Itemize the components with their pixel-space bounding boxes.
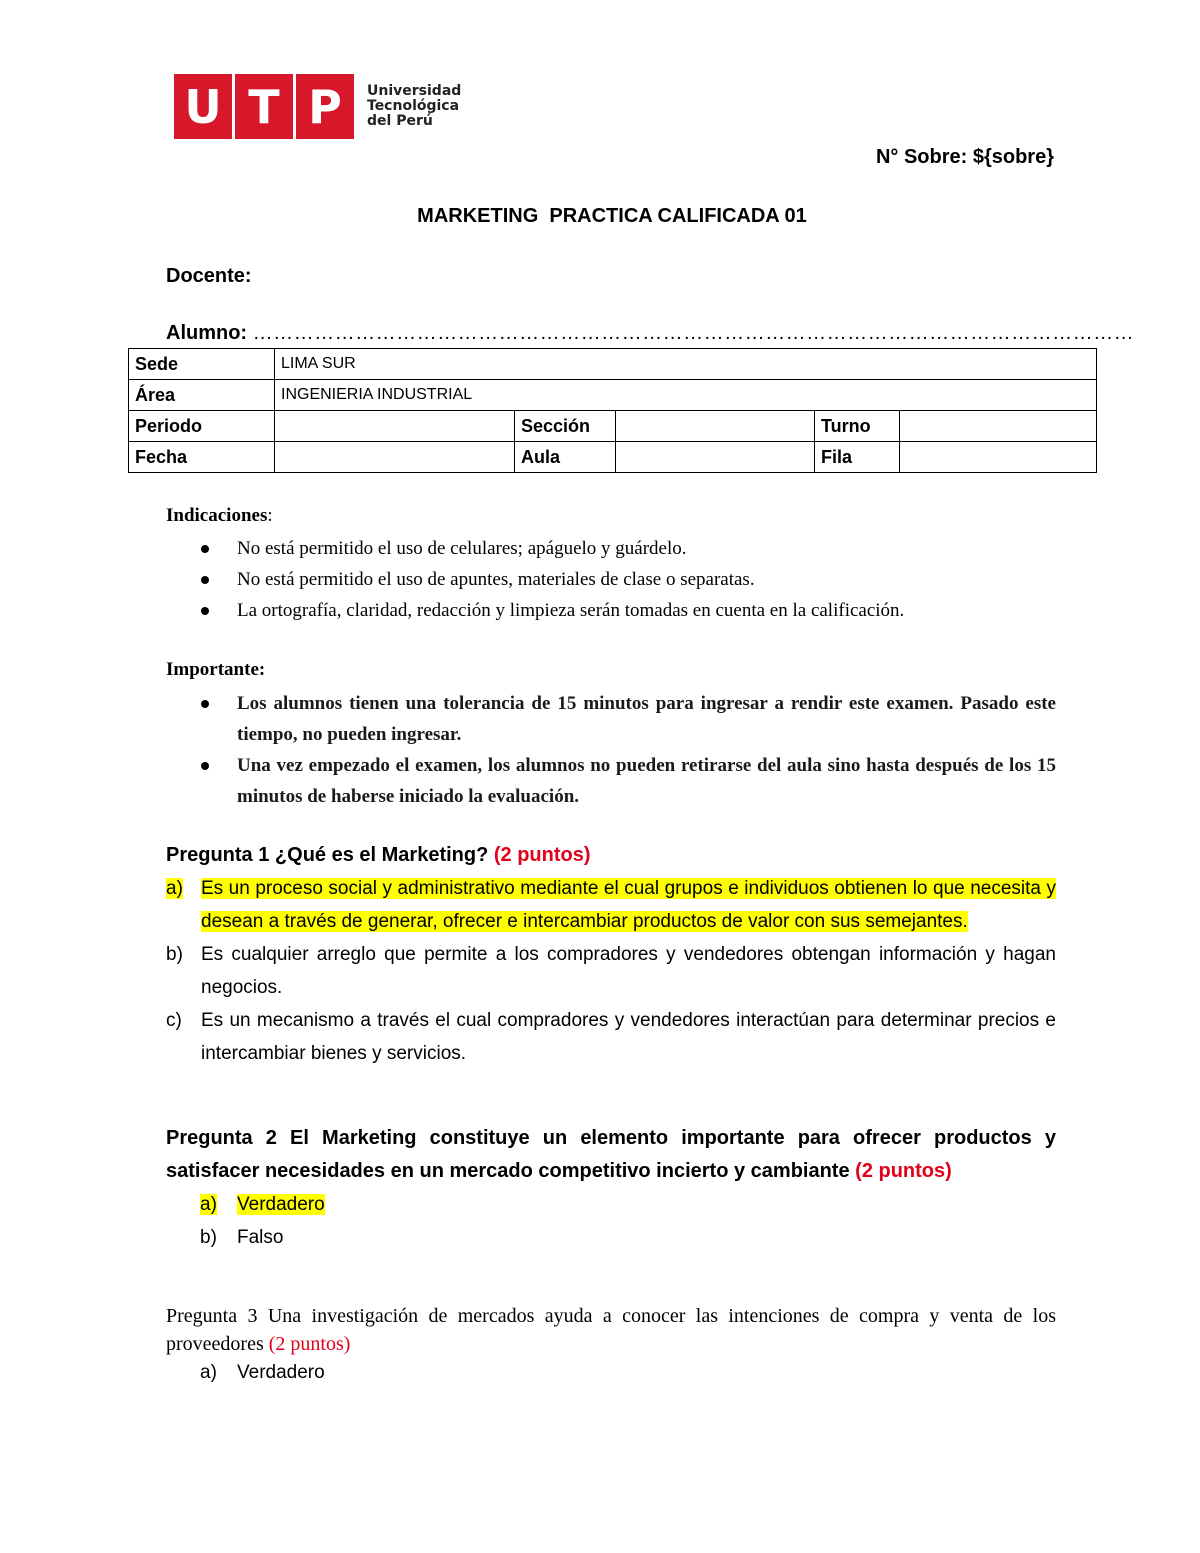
alumno-label: Alumno:: [166, 322, 248, 344]
option-letter: c): [166, 1010, 182, 1031]
table-row: [129, 349, 1097, 380]
option-b[interactable]: [200, 1221, 500, 1254]
logo-line-3: del Perú: [367, 113, 433, 129]
option-letter: a): [166, 878, 183, 899]
option-letter: a): [200, 1362, 217, 1383]
alumno-line: [166, 322, 1134, 345]
importante-heading: Importante:: [166, 659, 266, 680]
question-1-text: Pregunta 1 ¿Qué es el Marketing?: [166, 844, 489, 866]
question-2-heading: [166, 1122, 1056, 1188]
indicaciones-list: [200, 533, 1056, 626]
question-2-points: (2 puntos): [855, 1160, 952, 1182]
periodo-label: Periodo: [129, 411, 275, 442]
aula-label: Aula: [515, 442, 616, 473]
option-a[interactable]: [200, 1188, 500, 1221]
area-value: INGENIERIA INDUSTRIAL: [275, 380, 1097, 411]
table-row: [129, 442, 1097, 473]
fecha-value[interactable]: [275, 442, 515, 473]
logo-letter-u: U: [174, 74, 232, 139]
question-2-options: [200, 1188, 500, 1254]
aula-value[interactable]: [616, 442, 815, 473]
logo-line-2: Tecnológica: [367, 98, 460, 114]
indicaciones-heading: [166, 505, 273, 527]
option-text: Falso: [237, 1227, 284, 1248]
option-b[interactable]: [166, 938, 1056, 1004]
logo-line-1: Universidad: [367, 83, 462, 99]
question-3-options: [200, 1356, 500, 1389]
question-3-points: (2 puntos): [268, 1333, 351, 1355]
list-item: La ortografía, claridad, redacción y limpieza serán tomadas en cuenta en la calificación.: [200, 595, 1056, 626]
option-letter: b): [200, 1227, 217, 1248]
question-2-text: Pregunta 2 El Marketing constituye un elemento importante para ofrecer productos y satisfacer necesidades en un mercado competitivo incierto y cambiante: [166, 1127, 1056, 1182]
fecha-label: Fecha: [129, 442, 275, 473]
importante-list: [200, 688, 1056, 812]
table-row: [129, 411, 1097, 442]
logo-letter-p: P: [296, 74, 354, 139]
question-1-points: (2 puntos): [493, 844, 591, 866]
indicaciones-title: Indicaciones: [166, 505, 268, 526]
question-3-text: Pregunta 3 Una investigación de mercados ayuda a conocer las intenciones de compra y venta de los proveedores: [166, 1305, 1056, 1355]
list-item: No está permitido el uso de apuntes, materiales de clase o separatas.: [200, 564, 1056, 595]
fila-label: Fila: [815, 442, 900, 473]
option-a[interactable]: [200, 1356, 500, 1389]
alumno-dots: …………………………………………………………………………………………………………………: [252, 322, 1135, 344]
option-text: Es cualquier arreglo que permite a los compradores y vendedores obtengan información y hagan negocios.: [201, 944, 1056, 998]
fila-value[interactable]: [900, 442, 1097, 473]
table-row: [129, 380, 1097, 411]
option-c[interactable]: [166, 1004, 1056, 1070]
turno-label: Turno: [815, 411, 900, 442]
indicaciones-colon: :: [267, 505, 273, 526]
question-1-options: [166, 872, 1056, 1070]
option-text: Es un proceso social y administrativo mediante el cual grupos e individuos obtienen lo que necesita y desean a través de generar, ofrecer e intercambiar productos de valor con sus semejantes.: [201, 878, 1056, 932]
periodo-value[interactable]: [275, 411, 515, 442]
sobre-number: N° Sobre: ${sobre}: [875, 146, 1054, 168]
seccion-label: Sección: [515, 411, 616, 442]
turno-value[interactable]: [900, 411, 1097, 442]
logo-letter-t: T: [235, 74, 293, 139]
area-label: Área: [129, 380, 275, 411]
option-text: Es un mecanismo a través el cual compradores y vendedores interactúan para determinar precios e intercambiar bienes y servicios.: [201, 1010, 1056, 1064]
sede-value: LIMA SUR: [275, 349, 1097, 380]
list-item: No está permitido el uso de celulares; apáguelo y guárdelo.: [200, 533, 1056, 564]
option-text: Verdadero: [237, 1194, 325, 1215]
sede-label: Sede: [129, 349, 275, 380]
page-title: MARKETING PRACTICA CALIFICADA 01: [417, 205, 807, 227]
utp-logo: [174, 74, 461, 139]
logo-wordmark: [367, 84, 461, 129]
list-item: Los alumnos tienen una tolerancia de 15 minutos para ingresar a rendir este examen. Pasado este tiempo, no pueden ingresar.: [200, 688, 1056, 750]
list-item: Una vez empezado el examen, los alumnos no pueden retirarse del aula sino hasta después de los 15 minutos de haberse iniciado la evaluación.: [200, 750, 1056, 812]
question-3-heading: [166, 1302, 1056, 1358]
seccion-value[interactable]: [616, 411, 815, 442]
question-1-heading: [166, 839, 1056, 872]
option-letter: b): [166, 944, 183, 965]
info-table: [128, 348, 1097, 473]
option-letter: a): [200, 1194, 217, 1215]
option-a[interactable]: [166, 872, 1056, 938]
docente-label: Docente:: [166, 265, 252, 287]
option-text: Verdadero: [237, 1362, 325, 1383]
